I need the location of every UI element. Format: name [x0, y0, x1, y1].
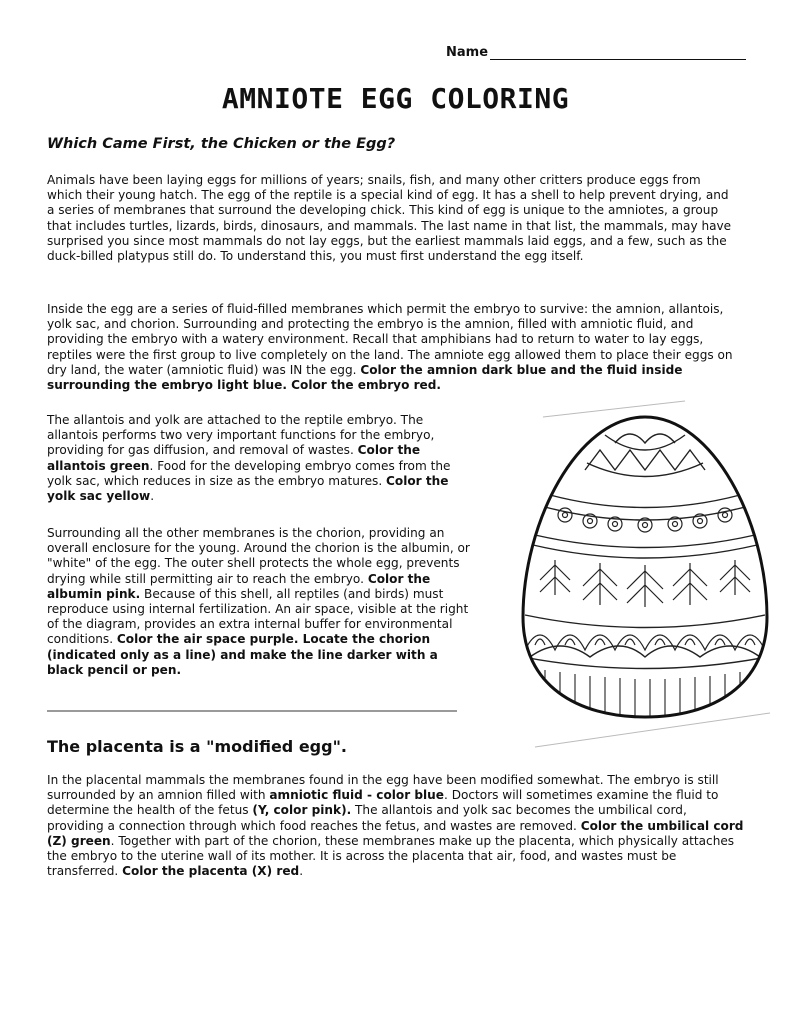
chorion-text: Surrounding all the other membranes is the chorion, providing an overall enclosure for the young. Around the chorion is the albumin, or "white" of the egg. The outer shell protects the whole egg, prevents drying while still permitting air to reach the embryo. — [47, 526, 470, 586]
name-field[interactable] — [446, 45, 746, 60]
placenta-text-2: . Doctors will sometimes examine the fluid to determine the health of the fetus — [47, 788, 719, 818]
placenta-text-4: . Together with part of the chorion, these membranes make up the placenta, which physically attaches the embryo to the uterine wall of its mother. It is across the placenta that air, food, and wastes must be transferred. — [47, 833, 735, 879]
allantois-paragraph — [47, 413, 467, 504]
amnion-instruction: Color the amnion dark blue and the fluid inside surrounding the embryo light blue. Color the embryo red. — [47, 362, 683, 393]
chorion-paragraph — [47, 526, 477, 678]
yolk-text: . Food for the developing embryo comes from the yolk sac, which reduces in size as the embryo matures. — [47, 458, 451, 488]
albumin-instruction: Color the albumin pink. — [47, 571, 431, 601]
air-space-instruction: Color the air space purple. Locate the chorion (indicated only as a line) and make the line darker with a black pencil or pen. — [47, 632, 438, 677]
name-blank-line[interactable] — [490, 46, 746, 60]
fetus-instruction: (Y, color pink). — [252, 803, 352, 818]
air-space-text: Because of this shell, all reptiles (and birds) must reproduce using internal fertilization. An air space, visible at the right of the diagram, provides an extra internal buffer for environmental conditions. — [47, 586, 469, 647]
placenta-text-3: The allantois and yolk sac becomes the umbilical cord, providing a connection through which food reaches the fetus, and wastes are removed. — [47, 803, 687, 833]
placenta-text-1: In the placental mammals the membranes found in the egg have been modified somewhat. The embryo is still surrounded by an amnion filled with — [47, 773, 719, 803]
section-subtitle: Which Came First, the Chicken or the Egg? — [47, 136, 396, 152]
name-label: Name — [446, 45, 489, 60]
period: . — [299, 864, 304, 879]
placenta-paragraph — [47, 773, 747, 879]
decorated-egg-icon — [505, 395, 785, 755]
amniotic-fluid-instruction: amniotic fluid - color blue — [269, 788, 444, 803]
placenta-instruction: Color the placenta (X) red — [122, 864, 300, 879]
placenta-heading: The placenta is a "modified egg". — [47, 737, 347, 756]
membranes-text: Inside the egg are a series of fluid-filled membranes which permit the embryo to survive: the amnion, allantois, yolk sac, and chorion. Surrounding and protecting the embryo is the amnion, filled with amniotic fluid, and providing the embryo with a watery environment. Recall that amphibians had to return to water to lay eggs, reptiles were the first group to live completely on the land. The amniote egg allowed them to place their eggs on dry land, the water (amniotic fluid) was IN the egg. — [47, 302, 733, 377]
umbilical-cord-instruction: Color the umbilical cord (Z) green — [47, 818, 744, 848]
period: . — [150, 489, 155, 504]
section-divider — [47, 710, 457, 712]
page-title: AMNIOTE EGG COLORING — [221, 82, 570, 115]
membranes-paragraph — [47, 302, 747, 393]
allantois-instruction: Color the allantois green — [47, 443, 421, 473]
intro-paragraph: Animals have been laying eggs for millions of years; snails, fish, and many other critters produce eggs from which their young hatch. The egg of the reptile is a special kind of egg. It has a shell to help prevent drying, and a series of membranes that surround the developing chick. This kind of egg is unique to the amniotes, a group that includes turtles, lizards, birds, dinosaurs, and mammals. The last name in that list, the mammals, may have surprised you since most mammals do not lay eggs, but the earliest mammals laid eggs, and a few, such as the duck-billed platypus still do. To understand this, you must first understand the egg itself. — [47, 173, 732, 264]
allantois-text: The allantois and yolk are attached to the reptile embryo. The allantois performs two very important functions for the embryo, providing for gas diffusion, and removal of wastes. — [47, 413, 435, 458]
yolk-instruction: Color the yolk sac yellow — [47, 473, 449, 504]
